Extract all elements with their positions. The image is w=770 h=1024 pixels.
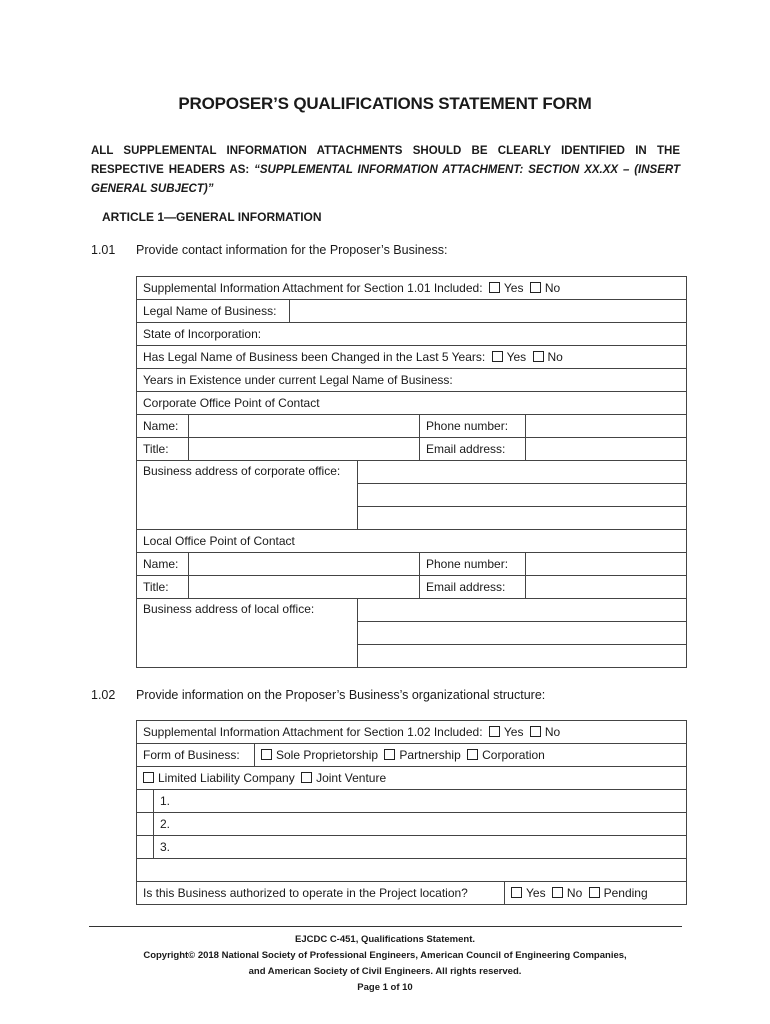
table-row [137, 438, 687, 461]
sole-proprietorship-checkbox[interactable] [261, 749, 272, 760]
entity-options-row [137, 767, 687, 790]
corporate-title-field[interactable] [189, 438, 420, 461]
name-changed-no-checkbox[interactable] [533, 351, 544, 362]
partnership-label: Partnership [399, 748, 461, 762]
footer-copyright: Copyright© 2018 National Society of Professional Engineers, American Council of Engineering Companies, [143, 950, 627, 961]
yes-label: Yes [503, 281, 524, 295]
corporate-address-line-1[interactable] [358, 461, 687, 484]
footer-divider [89, 926, 682, 927]
instructions-lead: ALL SUPPLEMENTAL INFORMATION ATTACHMENTS SHOULD BE CLEARLY IDENTIFIED IN THE RESPECTIVE HEADERS AS: [91, 145, 680, 176]
table-row [137, 392, 687, 415]
page-footer [0, 932, 770, 996]
table-row [137, 836, 687, 859]
corporate-name-field[interactable] [189, 415, 420, 438]
local-email-label: Email address: [420, 576, 526, 599]
name-changed-row [137, 346, 687, 369]
page-title: PROPOSER’S QUALIFICATIONS STATEMENT FORM [178, 94, 592, 113]
table-row [137, 744, 687, 767]
local-email-field[interactable] [526, 576, 687, 599]
corporate-phone-field[interactable] [526, 415, 687, 438]
list-indent-cell [137, 836, 154, 859]
table-row [137, 553, 687, 576]
no-label: No [566, 886, 583, 900]
authorized-options [505, 882, 687, 905]
name-changed-label: Has Legal Name of Business been Changed in the Last 5 Years: [143, 350, 486, 364]
blank-row [137, 859, 687, 882]
attachment-102-yes-checkbox[interactable] [489, 726, 500, 737]
table-row [137, 721, 687, 744]
attachment-102-row [137, 721, 687, 744]
attachment-101-no-checkbox[interactable] [530, 282, 541, 293]
corporate-address-line-2[interactable] [358, 484, 687, 507]
legal-name-label: Legal Name of Business: [137, 300, 290, 323]
article-heading: ARTICLE 1—GENERAL INFORMATION [102, 210, 322, 224]
attachment-102-no-checkbox[interactable] [530, 726, 541, 737]
table-row [137, 323, 687, 346]
table-row [137, 346, 687, 369]
corporate-name-label: Name: [137, 415, 189, 438]
no-label: No [547, 350, 563, 364]
years-in-existence-field[interactable]: Years in Existence under current Legal Name of Business: [137, 369, 687, 392]
joint-venture-checkbox[interactable] [301, 772, 312, 783]
corporate-email-label: Email address: [420, 438, 526, 461]
attachment-instructions [91, 142, 680, 199]
table-row [137, 882, 687, 905]
llc-label: Limited Liability Company [158, 771, 295, 785]
table-row [137, 369, 687, 392]
authorized-yes-checkbox[interactable] [511, 887, 522, 898]
footer-document-id: EJCDC C-451, Qualifications Statement. [294, 934, 476, 945]
attachment-101-yes-checkbox[interactable] [489, 282, 500, 293]
yes-label: Yes [526, 886, 546, 900]
local-address-line-3[interactable] [358, 645, 687, 668]
table-row [137, 767, 687, 790]
table-row [137, 300, 687, 323]
section-102-number: 1.02 [91, 688, 116, 702]
joint-venture-label: Joint Venture [316, 771, 387, 785]
table-row [137, 576, 687, 599]
yes-label: Yes [503, 725, 524, 739]
organization-table [136, 720, 687, 905]
table-row [137, 813, 687, 836]
no-label: No [544, 725, 561, 739]
sole-proprietorship-label: Sole Proprietorship [276, 748, 379, 762]
attachment-102-label: Supplemental Information Attachment for Section 1.02 Included: [143, 725, 483, 739]
corporation-checkbox[interactable] [467, 749, 478, 760]
corporate-title-label: Title: [137, 438, 189, 461]
attachment-101-row [137, 277, 687, 300]
list-indent-cell [137, 813, 154, 836]
authorized-label: Is this Business authorized to operate in the Project location? [137, 882, 505, 905]
authorized-no-checkbox[interactable] [552, 887, 563, 898]
local-name-label: Name: [137, 553, 189, 576]
venture-item-2[interactable]: 2. [154, 813, 687, 836]
footer-rights: and American Society of Civil Engineers. All rights reserved. [248, 966, 522, 977]
section-102-text: Provide information on the Proposer’s Business’s organizational structure: [136, 688, 546, 702]
local-address-line-2[interactable] [358, 622, 687, 645]
name-changed-yes-checkbox[interactable] [492, 351, 503, 362]
list-indent-cell [137, 790, 154, 813]
partnership-checkbox[interactable] [384, 749, 395, 760]
venture-item-1[interactable]: 1. [154, 790, 687, 813]
attachment-101-label: Supplemental Information Attachment for Section 1.01 Included: [143, 281, 483, 295]
section-101-text: Provide contact information for the Proposer’s Business: [136, 243, 448, 257]
form-of-business-label: Form of Business: [137, 744, 255, 767]
local-title-field[interactable] [189, 576, 420, 599]
table-row [137, 415, 687, 438]
contact-info-table [136, 276, 687, 668]
table-row [137, 859, 687, 882]
legal-name-field[interactable] [290, 300, 687, 323]
pending-label: Pending [603, 886, 648, 900]
local-phone-field[interactable] [526, 553, 687, 576]
table-row [137, 530, 687, 553]
state-of-incorporation-field[interactable]: State of Incorporation: [137, 323, 687, 346]
local-title-label: Title: [137, 576, 189, 599]
form-of-business-options [255, 744, 687, 767]
authorized-pending-checkbox[interactable] [589, 887, 600, 898]
table-row [137, 790, 687, 813]
table-row [137, 277, 687, 300]
instructions-emphasis: “SUPPLEMENTAL INFORMATION ATTACHMENT: SECTION XX.XX – (INSERT GENERAL SUBJECT)” [91, 164, 680, 195]
local-poc-heading: Local Office Point of Contact [137, 530, 687, 553]
page-number: Page 1 of 10 [357, 982, 413, 993]
table-row [137, 599, 687, 622]
yes-label: Yes [506, 350, 527, 364]
corporate-address-label: Business address of corporate office: [137, 461, 358, 530]
corporate-phone-label: Phone number: [420, 415, 526, 438]
llc-checkbox[interactable] [143, 772, 154, 783]
local-address-line-1[interactable] [358, 599, 687, 622]
local-name-field[interactable] [189, 553, 420, 576]
table-row [137, 461, 687, 484]
venture-item-3[interactable]: 3. [154, 836, 687, 859]
corporation-label: Corporation [482, 748, 545, 762]
local-phone-label: Phone number: [420, 553, 526, 576]
no-label: No [544, 281, 561, 295]
local-address-label: Business address of local office: [137, 599, 358, 668]
corporate-email-field[interactable] [526, 438, 687, 461]
section-101-number: 1.01 [91, 243, 116, 257]
corporate-address-line-3[interactable] [358, 507, 687, 530]
corporate-poc-heading: Corporate Office Point of Contact [137, 392, 687, 415]
